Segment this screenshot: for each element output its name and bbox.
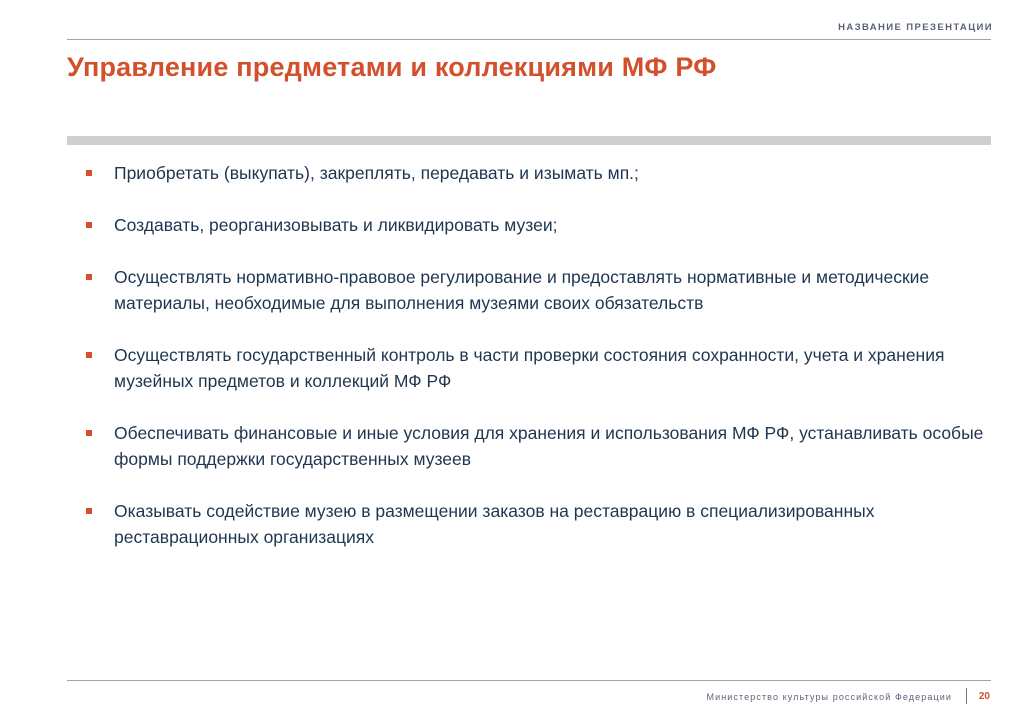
bullet-square-icon bbox=[86, 508, 92, 514]
bullet-list bbox=[86, 160, 986, 576]
bullet-square-icon bbox=[86, 430, 92, 436]
bullet-square-icon bbox=[86, 222, 92, 228]
page-number: 20 bbox=[978, 691, 990, 702]
title-underline-bar bbox=[67, 136, 991, 145]
footer-separator bbox=[966, 688, 968, 704]
footer-divider bbox=[67, 680, 991, 681]
bullet-square-icon bbox=[86, 352, 92, 358]
bullet-item bbox=[86, 160, 986, 186]
bullet-text: Создавать, реорганизовывать и ликвидировать музеи; bbox=[114, 215, 558, 235]
bullet-square-icon bbox=[86, 170, 92, 176]
bullet-text: Обеспечивать финансовые и иные условия для хранения и использования МФ РФ, устанавливать особые формы поддержки государственных музеев bbox=[114, 423, 984, 469]
bullet-item bbox=[86, 264, 986, 316]
bullet-text: Осуществлять государственный контроль в части проверки состояния сохранности, учета и хранения музейных предметов и коллекций МФ РФ bbox=[114, 345, 945, 391]
bullet-item bbox=[86, 498, 986, 550]
footer-organization: Министерство культуры российской Федерации bbox=[706, 692, 952, 702]
bullet-text: Осуществлять нормативно-правовое регулирование и предоставлять нормативные и методические материалы, необходимые для выполнения музеями своих обязательств bbox=[114, 267, 930, 313]
slide-title: Управление предметами и коллекциями МФ РФ bbox=[67, 52, 717, 82]
bullet-text: Приобретать (выкупать), закреплять, передавать и изымать мп.; bbox=[114, 163, 639, 183]
bullet-item bbox=[86, 212, 986, 238]
bullet-square-icon bbox=[86, 274, 92, 280]
header-divider bbox=[67, 39, 991, 40]
presentation-name: НАЗВАНИЕ ПРЕЗЕНТАЦИИ bbox=[838, 22, 993, 33]
bullet-item bbox=[86, 342, 986, 394]
bullet-text: Оказывать содействие музею в размещении заказов на реставрацию в специализированных реставрационных организациях bbox=[114, 501, 875, 547]
bullet-item bbox=[86, 420, 986, 472]
